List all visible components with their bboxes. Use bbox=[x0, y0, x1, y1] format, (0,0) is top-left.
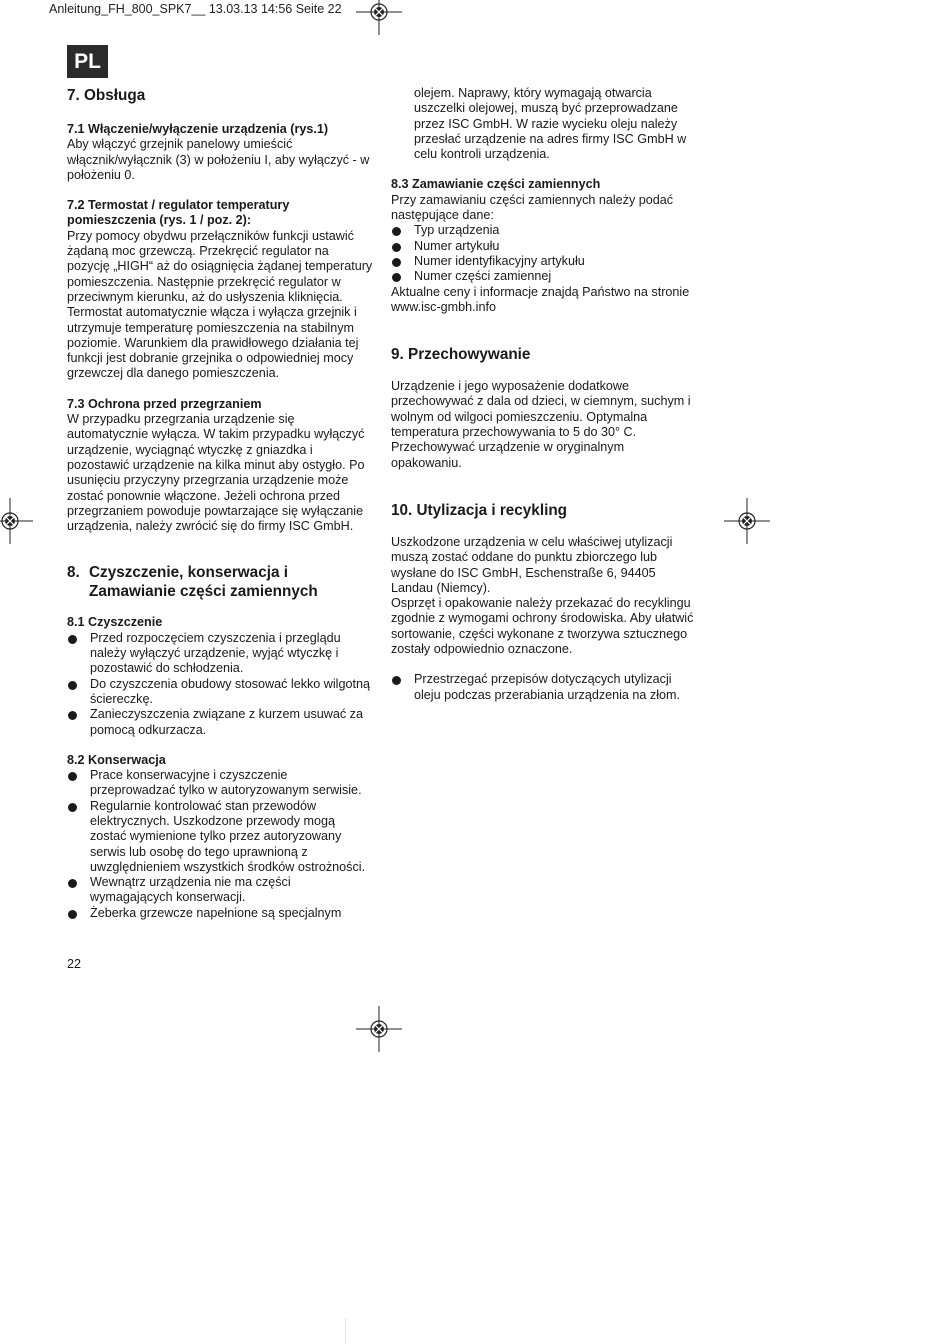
section-8-3-heading: 8.3 Zamawianie części zamiennych bbox=[391, 177, 601, 192]
section-9-body: Urządzenie i jego wyposażenie dodatkowe przechowywać z dala od dzieci, w ciemnym, suchym i wolnym od wilgoci pomieszczeniu. Optymalna temperatura przechowywania to 5 do 30° C. Przechowywać urządzenie w oryginalnym opakowaniu. bbox=[391, 379, 691, 470]
registration-mark-icon bbox=[356, 0, 402, 35]
section-8-2-heading: 8.2 Konserwacja bbox=[67, 752, 166, 767]
list-item: Prace konserwacyjne i czyszczenie przeprowadzać tylko w autoryzowanym serwisie. bbox=[67, 768, 373, 799]
right-column bbox=[391, 86, 697, 703]
section-8-3-intro: Przy zamawianiu części zamiennych należy podać następujące dane: bbox=[391, 192, 674, 223]
section-10-title: 10. Utylizacja i recykling bbox=[391, 501, 568, 519]
section-7-2-body: Przy pomocy obydwu przełączników funkcji ustawić żądaną moc grzewczą. Przekręcić regulator na pozycję „HIGH“ aż do osiągnięcia żądanej temperatury pomieszczenia. Następnie przekręcić regulator w przeciwnym kierunku, aż do usłyszenia kliknięcia. Termostat automatycznie włącza i wyłącza grzejnik i utrzymuje temperaturę pomieszczenia na stabilnym poziomie. Warunkiem dla prawidłowego działania tej funkcji jest dobranie grzejnika o odpowiedniej mocy grzewczej dla danego pomieszczenia. bbox=[67, 228, 373, 381]
bullet-icon bbox=[68, 803, 77, 812]
list-item: Do czyszczenia obudowy stosować lekko wilgotną ściereczkę. bbox=[67, 677, 373, 708]
spare-parts-list bbox=[391, 223, 697, 284]
list-item: Regularnie kontrolować stan przewodów elektrycznych. Uszkodzone przewody mogą zostać wymienione tylko przez autoryzowany serwis lub osobę do tego uprawnioną z uwzględnieniem wszystkich środków ostrożności. bbox=[67, 799, 373, 875]
bullet-icon bbox=[68, 681, 77, 690]
section-8-title bbox=[67, 563, 373, 601]
left-column bbox=[67, 86, 373, 921]
bullet-icon bbox=[68, 711, 77, 720]
section-7-1-body: Aby włączyć grzejnik panelowy umieścić włącznik/wyłącznik (3) w położeniu I, aby wyłączyć - w położeniu 0. bbox=[67, 137, 370, 182]
list-item: Przed rozpoczęciem czyszczenia i przeglądu należy wyłączyć urządzenie, wyjąć wtyczkę i pozostawić do schłodzenia. bbox=[67, 631, 373, 677]
list-item: Zanieczyszczenia związane z kurzem usuwać za pomocą odkurzacza. bbox=[67, 707, 373, 738]
list-item: Wewnątrz urządzenia nie ma części wymagających konserwacji. bbox=[67, 875, 373, 906]
bullet-icon bbox=[392, 258, 401, 267]
bullet-icon bbox=[392, 273, 401, 282]
list-item: Typ urządzenia bbox=[391, 223, 697, 238]
section-8-title-text: Czyszczenie, konserwacja i Zamawianie części zamiennych bbox=[89, 564, 318, 601]
section-7-1-heading: 7.1 Włączenie/wyłączenie urządzenia (rys.1) bbox=[67, 122, 329, 136]
scan-artifact-line bbox=[345, 1318, 346, 1344]
bullet-icon bbox=[68, 879, 77, 888]
list-item: Przestrzegać przepisów dotyczących utylizacji oleju podczas przerabiania urządzenia na złom. bbox=[391, 672, 697, 703]
bullet-icon bbox=[68, 635, 77, 644]
bullet-icon bbox=[68, 772, 77, 781]
section-8-number: 8. bbox=[67, 564, 80, 582]
registration-mark-icon bbox=[356, 1006, 402, 1052]
registration-mark-icon bbox=[724, 498, 770, 544]
section-7-3-body: W przypadku przegrzania urządzenie się automatycznie wyłącza. W takim przypadku wyłączyć urządzenie, wyciągnąć wtyczkę z gniazdka i pozostawić urządzenie na kilka minut aby ostygło. Po usunięciu przyczyny przegrzania urządzenie może zostać ponownie włączone. Jeżeli ochrona przed przegrzaniem powoduje powtarzające się wyłączanie urządzenia, należy zwrócić się do firmy ISC GmbH. bbox=[67, 412, 365, 534]
disposal-list bbox=[391, 672, 697, 703]
bullet-icon bbox=[392, 676, 401, 685]
section-7-3-heading: 7.3 Ochrona przed przegrzaniem bbox=[67, 396, 262, 411]
language-badge: PL bbox=[67, 45, 108, 78]
file-info-header: Anleitung_FH_800_SPK7__ 13.03.13 14:56 Seite 22 bbox=[49, 2, 342, 16]
list-item: Numer identyfikacyjny artykułu bbox=[391, 254, 697, 269]
list-item: Numer części zamiennej bbox=[391, 269, 697, 284]
registration-mark-icon bbox=[0, 498, 33, 544]
list-item: Żeberka grzewcze napełnione są specjalnym bbox=[67, 906, 373, 921]
section-7-title: 7. Obsługa bbox=[67, 87, 146, 104]
maintenance-list bbox=[67, 768, 373, 921]
section-9-title: 9. Przechowywanie bbox=[391, 346, 531, 364]
bullet-icon bbox=[392, 243, 401, 252]
maintenance-continuation: olejem. Naprawy, który wymagają otwarcia uszczelki olejowej, muszą być przeprowadzane przez ISC GmbH. W razie wycieku oleju należy przesłać urządzenie na adres firmy ISC GmbH w celu kontroli urządzenia. bbox=[414, 86, 687, 162]
section-10-body-2: Osprzęt i opakowanie należy przekazać do recyklingu zgodnie z wymogami ochrony środowiska. Aby ułatwić sortowanie, części wykonane z tworzywa sztucznego zostały odpowiednio oznaczone. bbox=[391, 596, 694, 657]
bullet-icon bbox=[392, 227, 401, 236]
section-8-1-heading: 8.1 Czyszczenie bbox=[67, 615, 163, 630]
page-number: 22 bbox=[67, 957, 82, 971]
list-item: Numer artykułu bbox=[391, 239, 697, 254]
section-8-3-outro: Aktualne ceny i informacje znajdą Państwo na stronie www.isc-gmbh.info bbox=[391, 284, 690, 314]
section-7-2-heading: 7.2 Termostat / regulator temperatury pomieszczenia (rys. 1 / poz. 2): bbox=[67, 198, 290, 228]
bullet-icon bbox=[68, 910, 77, 919]
section-10-body-1: Uszkodzone urządzenia w celu właściwej utylizacji muszą zostać oddane do punktu zbiorczego lub wysłane do ISC GmbH, Eschenstraße 6, 94405 Landau (Niemcy). bbox=[391, 534, 673, 595]
cleaning-list bbox=[67, 631, 373, 738]
